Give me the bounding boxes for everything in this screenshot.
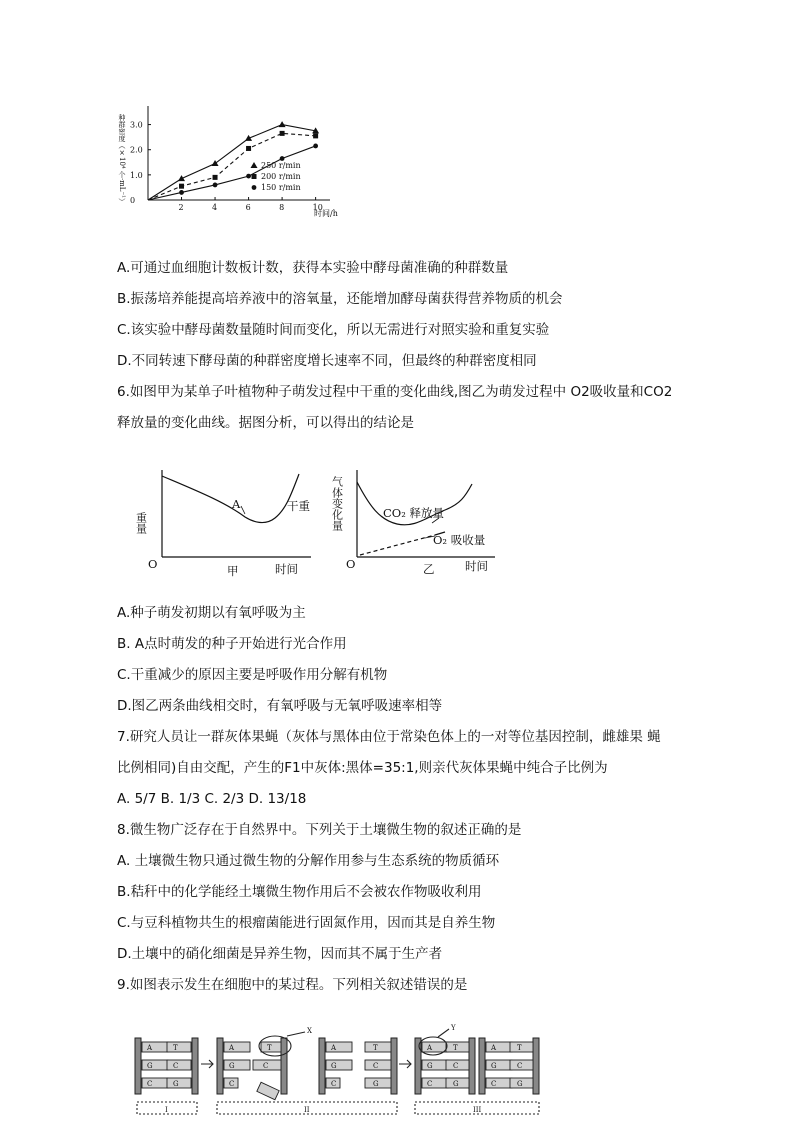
svg-text:A: A xyxy=(427,1044,433,1052)
x-axis-label: 时间/h xyxy=(314,209,338,218)
q6-stem: 6.如图甲为某单子叶植物种子萌发过程中干重的变化曲线,图乙为萌发过程中 O2吸收量和CO2 xyxy=(117,384,673,400)
yi-o2-label: O₂ 吸收量 xyxy=(433,533,486,547)
y-tick-label: 1.0 xyxy=(130,170,143,180)
q6-option-d: D.图乙两条曲线相交时，有氧呼吸与无氧呼吸速率相等 xyxy=(117,698,443,714)
svg-text:G: G xyxy=(173,1080,179,1088)
jia-xlabel: 时间 xyxy=(275,562,298,576)
figure-6 xyxy=(135,462,505,582)
legend-label: 150 r/min xyxy=(261,183,301,192)
q5-option-a: A.可通过血细胞计数板计数，获得本实验中酵母菌准确的种群数量 xyxy=(117,260,509,276)
svg-text:C: C xyxy=(427,1080,433,1088)
q5-option-d: D.不同转速下酵母菌的种群密度增长速率不同，但最终的种群密度相同 xyxy=(117,353,537,369)
data-point xyxy=(246,146,251,151)
figure-9-dna-process xyxy=(133,1024,553,1118)
data-point xyxy=(313,144,318,149)
data-point xyxy=(179,184,184,189)
legend-label: 250 r/min xyxy=(261,161,301,170)
q8-option-a: A. 土壤微生物只通过微生物的分解作用参与生态系统的物质循环 xyxy=(117,853,500,869)
x-tick-label: 4 xyxy=(212,203,218,212)
svg-text:C: C xyxy=(173,1062,179,1070)
svg-text:T: T xyxy=(173,1044,178,1052)
yi-caption: 乙 xyxy=(423,562,435,576)
svg-text:T: T xyxy=(267,1044,272,1052)
legend-label: 200 r/min xyxy=(261,172,301,181)
data-point xyxy=(280,131,285,136)
yi-xlabel: 时间 xyxy=(465,559,488,573)
q5-option-c: C.该实验中酵母菌数量随时间而变化，所以无需进行对照实验和重复实验 xyxy=(117,322,550,338)
svg-text:C: C xyxy=(517,1062,523,1070)
svg-text:A: A xyxy=(491,1044,497,1052)
jia-origin: O xyxy=(148,557,158,571)
panel-label-3: III xyxy=(473,1106,482,1114)
q6-stem-cont: 释放量的变化曲线。据图分析，可以得出的结论是 xyxy=(117,415,414,431)
yi-co2-label: CO₂ 释放量 xyxy=(383,506,444,520)
data-point xyxy=(246,174,251,179)
yi-ylabel: 气体变化量 xyxy=(330,476,344,531)
y-tick-label: 0 xyxy=(130,196,136,205)
y-axis-label: 种群密度（×10⁴ 个·mL⁻¹） xyxy=(118,114,126,205)
svg-text:T: T xyxy=(373,1044,378,1052)
yi-origin: O xyxy=(346,557,356,571)
data-point xyxy=(213,183,218,188)
q6-option-b: B. A点时萌发的种子开始进行光合作用 xyxy=(117,636,347,652)
marker-y: Y xyxy=(451,1024,456,1032)
data-point xyxy=(179,190,184,195)
svg-text:C: C xyxy=(147,1080,153,1088)
svg-text:A: A xyxy=(147,1044,153,1052)
svg-text:G: G xyxy=(373,1080,379,1088)
jia-caption: 甲 xyxy=(227,564,239,578)
q8-option-c: C.与豆科植物共生的根瘤菌能进行固氮作用，因而其是自养生物 xyxy=(117,915,496,931)
panel-label-1: I xyxy=(165,1106,168,1114)
q8-option-d: D.土壤中的硝化细菌是异养生物，因而其不属于生产者 xyxy=(117,946,443,962)
marker-x: X xyxy=(307,1027,312,1035)
q8-stem: 8.微生物广泛存在于自然界中。下列关于土壤微生物的叙述正确的是 xyxy=(117,822,522,838)
q7-options: A. 5/7 B. 1/3 C. 2/3 D. 13/18 xyxy=(117,791,307,807)
y-tick-label: 3.0 xyxy=(130,120,143,130)
svg-text:G: G xyxy=(229,1062,235,1070)
q9-stem: 9.如图表示发生在细胞中的某过程。下列相关叙述错误的是 xyxy=(117,977,468,993)
data-point xyxy=(280,156,285,161)
svg-text:A: A xyxy=(331,1044,337,1052)
svg-text:G: G xyxy=(147,1062,153,1070)
q6-option-c: C.干重减少的原因主要是呼吸作用分解有机物 xyxy=(117,667,388,683)
svg-text:G: G xyxy=(453,1080,459,1088)
svg-text:T: T xyxy=(453,1044,458,1052)
svg-text:C: C xyxy=(331,1080,337,1088)
data-point xyxy=(212,160,219,166)
panel-label-2: II xyxy=(304,1106,310,1114)
x-tick-label: 2 xyxy=(178,203,184,212)
jia-ylabel: 重量 xyxy=(135,512,148,534)
jia-curve-label: 干重 xyxy=(287,499,310,513)
q5-option-b: B.振荡培养能提高培养液中的溶氧量，还能增加酵母菌获得营养物质的机会 xyxy=(117,291,563,307)
q8-option-b: B.秸秆中的化学能经土壤微生物作用后不会被农作物吸收利用 xyxy=(117,884,482,900)
q6-option-a: A.种子萌发初期以有氧呼吸为主 xyxy=(117,605,306,621)
x-tick-label: 10 xyxy=(312,203,323,212)
data-point xyxy=(213,175,218,180)
svg-text:G: G xyxy=(517,1080,523,1088)
svg-text:A: A xyxy=(229,1044,235,1052)
x-tick-label: 6 xyxy=(245,203,251,212)
svg-text:G: G xyxy=(427,1062,433,1070)
q7-stem: 7.研究人员让一群灰体果蝇（灰体与黑体由位于常染色体上的一对等位基因控制，雌雄果 蝇 xyxy=(117,729,661,745)
jia-point-a: A xyxy=(232,497,241,511)
q7-stem-cont: 比例相同)自由交配，产生的F1中灰体:黑体=35:1,则亲代灰体果蝇中纯合子比例为 xyxy=(117,760,608,776)
svg-text:C: C xyxy=(491,1080,497,1088)
data-point xyxy=(279,121,286,127)
svg-text:C: C xyxy=(229,1080,235,1088)
y-tick-label: 2.0 xyxy=(130,145,143,155)
svg-text:C: C xyxy=(373,1062,379,1070)
data-point xyxy=(313,133,318,138)
yeast-growth-chart xyxy=(112,98,342,218)
svg-text:T: T xyxy=(517,1044,522,1052)
svg-text:C: C xyxy=(453,1062,459,1070)
svg-text:G: G xyxy=(491,1062,497,1070)
svg-text:G: G xyxy=(331,1062,337,1070)
x-tick-label: 8 xyxy=(279,203,285,212)
legend-marker xyxy=(252,185,257,190)
svg-text:C: C xyxy=(263,1062,269,1070)
legend-marker xyxy=(251,162,258,168)
